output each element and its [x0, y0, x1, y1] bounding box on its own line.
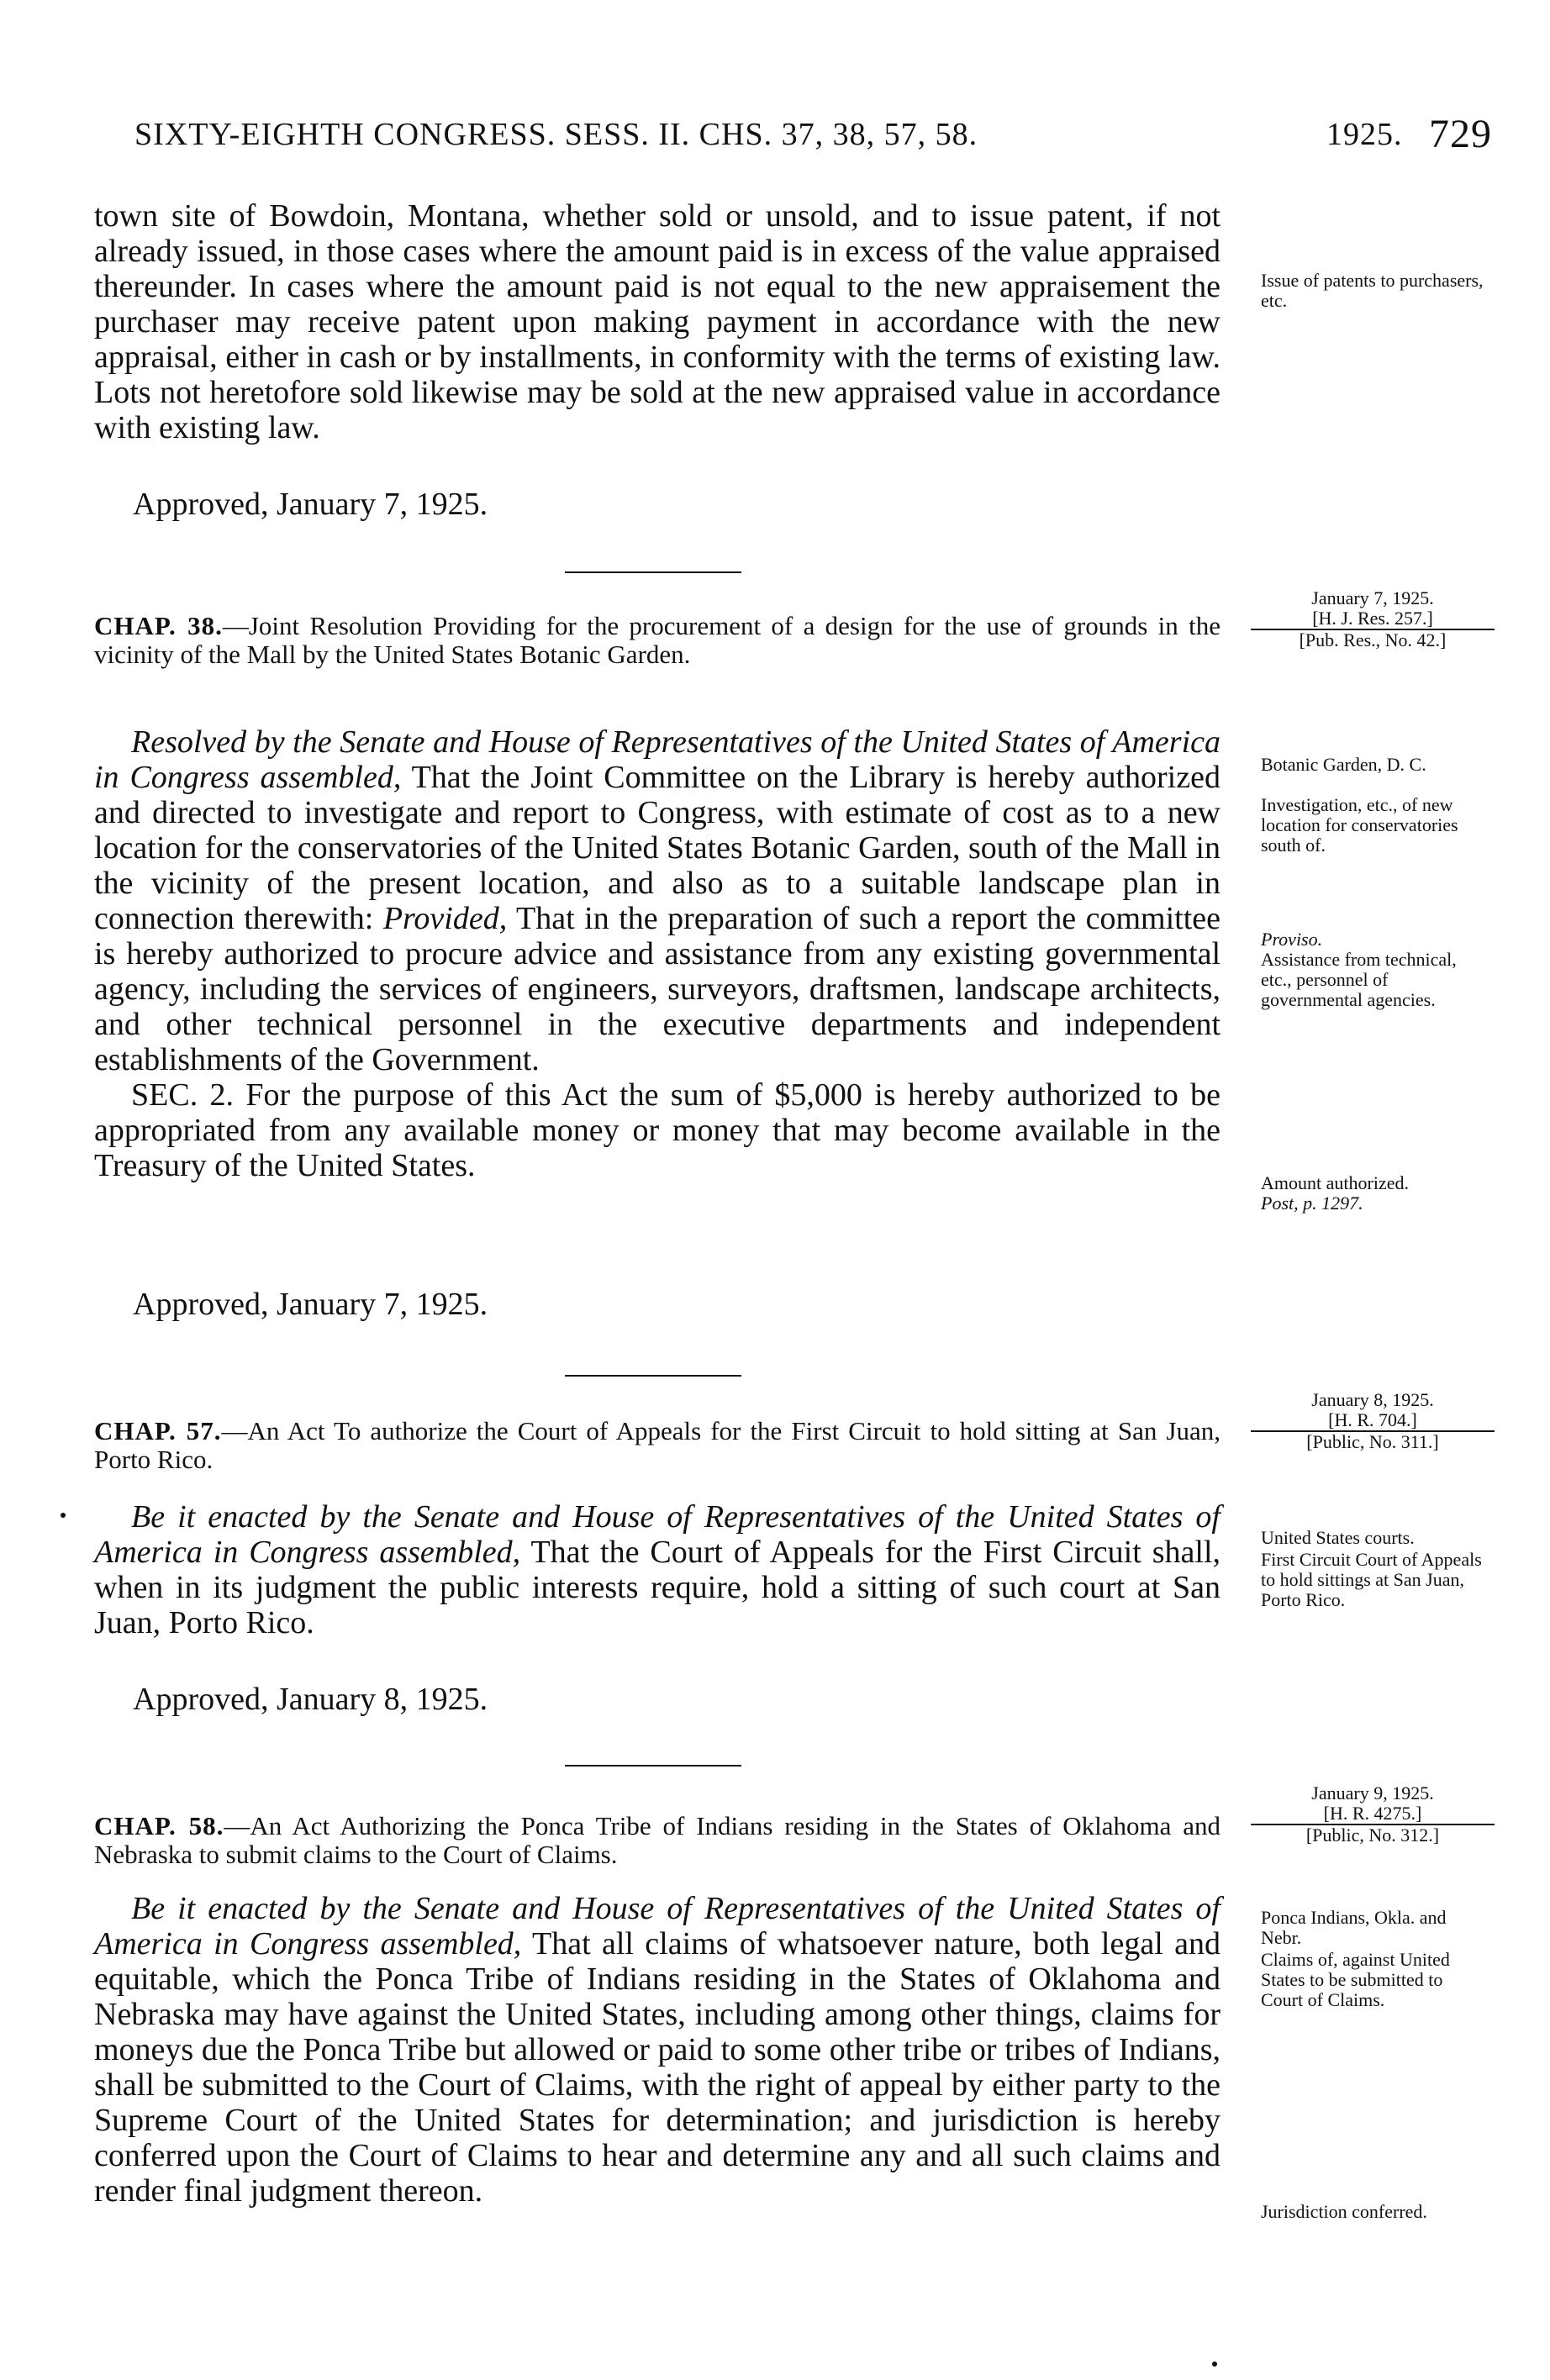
ch38-proviso-label: Proviso.	[1261, 929, 1323, 950]
ch58-chap-label: CHAP. 58.	[94, 1811, 224, 1840]
ch38-body-1: That the Joint Committee on the Library is hereby authorized and directed to investigate and report to Congress, with estimate of cost as to a new location for the conservatories of the United States Botanic Garden, south of the Mall in the vicinity of the present location, and also as to a suitable landscape plan in connection therewith:	[94, 760, 1220, 936]
ch38-heading	[94, 612, 1220, 669]
ch58-ref-pub: [Public, No. 312.]	[1305, 1824, 1440, 1846]
section-divider	[565, 571, 741, 573]
page-number: 729	[1429, 112, 1492, 156]
ch58-enacting-text	[94, 1891, 1220, 2209]
section-divider	[565, 1765, 741, 1767]
ch57-enacting-text	[94, 1499, 1220, 1640]
ch38-provided: Provided,	[382, 901, 508, 936]
ch38-sec2-label: SEC. 2.	[131, 1077, 235, 1113]
ch58-margin-3: Jurisdiction conferred.	[1261, 2201, 1427, 2222]
ch57-body: That the Court of Appeals for the First Circuit shall, when in its judgment the public interests require, hold a sitting of such court at San Juan, Porto Rico.	[94, 1535, 1220, 1640]
ch57-chap-title: —An Act To authorize the Court of Appeals for the First Circuit to hold sitting at San Juan, Porto Rico.	[94, 1416, 1220, 1474]
ch38-margin-1: Botanic Garden, D. C.	[1261, 754, 1426, 775]
ch38-amount-authorized: Amount authorized.	[1261, 1172, 1409, 1193]
ch38-chap-label: CHAP. 38.	[94, 611, 223, 640]
ch38-body-2: That in the preparation of such a report the committee is hereby authorized to procure advice and assistance from any existing governmental agency, including the services of engineers, surveyors, draftsmen, landscape architects, and other technical personnel in the executive departments and independent establishments of the Government.	[94, 901, 1220, 1077]
ch58-heading	[94, 1812, 1220, 1869]
stray-mark	[1212, 2362, 1217, 2367]
ch37-text-block	[94, 198, 1220, 445]
ch38-ref-bill: [H. J. Res. 257.]	[1251, 608, 1495, 630]
ch57-approved: Approved, January 8, 1925.	[133, 1682, 488, 1717]
ch58-chap-title: —An Act Authorizing the Ponca Tribe of Indians residing in the States of Oklahoma and Nebraska to submit claims to the Court of Claims.	[94, 1811, 1220, 1869]
ch38-chap-title: —Joint Resolution Providing for the procurement of a design for the use of grounds in the vicinity of the Mall by the United States Botanic Garden.	[94, 611, 1220, 669]
ch58-margin-1: Ponca Indians, Okla. and Nebr.	[1261, 1907, 1447, 1948]
ch38-margin-2: Investigation, etc., of new location for conservatories south of.	[1261, 794, 1458, 856]
ch38-post-ref: Post, p. 1297.	[1261, 1193, 1363, 1214]
ch58-enacting-clause: Be it enacted by the Senate and House of Representatives of the United States of America in Congress assembled,	[94, 1891, 1220, 1961]
ch37-text: town site of Bowdoin, Montana, whether sold or unsold, and to issue patent, if not already issued, in those cases where the amount paid is in excess of the value appraised thereunder. In cases where the amount paid is not equal to the new appraisement the purchaser may receive patent upon making payment in accordance with the new appraisal, either in cash or by installments, in conformity with the terms of existing law. Lots not heretofore sold likewise may be sold at the new appraised value in accordance with existing law.	[94, 198, 1220, 445]
ch37-margin-note: Issue of patents to purchasers, etc.	[1261, 270, 1484, 311]
ch57-heading	[94, 1417, 1220, 1474]
section-divider	[565, 1375, 741, 1377]
ch38-margin-3	[1261, 929, 1486, 1010]
ch38-enacting-text	[94, 724, 1220, 1183]
ch37-approved: Approved, January 7, 1925.	[133, 487, 488, 522]
ch57-enacting-clause: Be it enacted by the Senate and House of Representatives of the United States of America in Congress assembled,	[94, 1499, 1220, 1570]
ch38-margin-3-text: Assistance from technical, etc., personnel of governmental agencies.	[1261, 949, 1457, 1010]
header-congress-line: SIXTY-EIGHTH CONGRESS. SESS. II. CHS. 37, 38, 57, 58.	[134, 117, 978, 152]
ch57-ref-pub: [Public, No. 311.]	[1306, 1431, 1439, 1452]
ch58-body: That all claims of whatsoever nature, both legal and equitable, which the Ponca Tribe of Indians residing in the States of Oklahoma and Nebraska may have against the United States, including among other things, claims for moneys due the Ponca Tribe but allowed or paid to some other tribe or tribes of Indians, shall be submitted to the Court of Claims, with the right of appeal by either party to the Supreme Court of the United States for determination; and jurisdiction is hereby conferred upon the Court of Claims to hear and determine any and all such claims and render final judgment thereon.	[94, 1926, 1220, 2209]
ch38-sec2-text: For the purpose of this Act the sum of $5,000 is hereby authorized to be appropriated from any available money or money that may become available in the Treasury of the United States.	[94, 1077, 1220, 1183]
ch57-chap-label: CHAP. 57.	[94, 1416, 222, 1445]
ch57-ref-date: January 8, 1925.	[1311, 1389, 1434, 1410]
ch58-ref-bill: [H. R. 4275.]	[1251, 1803, 1495, 1825]
ch38-reference-block	[1251, 588, 1495, 650]
ch58-reference-block	[1251, 1783, 1495, 1846]
ch38-margin-4	[1261, 1173, 1486, 1214]
ch38-ref-pub: [Pub. Res., No. 42.]	[1299, 629, 1447, 650]
header-year: 1925.	[1326, 117, 1403, 152]
ch57-margin-1: United States courts.	[1261, 1527, 1415, 1548]
ch38-ref-date: January 7, 1925.	[1311, 587, 1434, 608]
ch58-ref-date: January 9, 1925.	[1311, 1782, 1434, 1803]
ch58-margin-2: Claims of, against United States to be submitted to Court of Claims.	[1261, 1949, 1450, 2010]
stray-mark	[61, 1513, 66, 1518]
ch57-margin-2: First Circuit Court of Appeals to hold sittings at San Juan, Porto Rico.	[1261, 1549, 1482, 1610]
ch38-resolving-clause: Resolved by the Senate and House of Representatives of the United States of America in Congress assembled,	[94, 724, 1220, 795]
ch57-reference-block	[1251, 1390, 1495, 1452]
ch57-ref-bill: [H. R. 704.]	[1251, 1410, 1495, 1432]
ch38-approved: Approved, January 7, 1925.	[133, 1287, 488, 1322]
